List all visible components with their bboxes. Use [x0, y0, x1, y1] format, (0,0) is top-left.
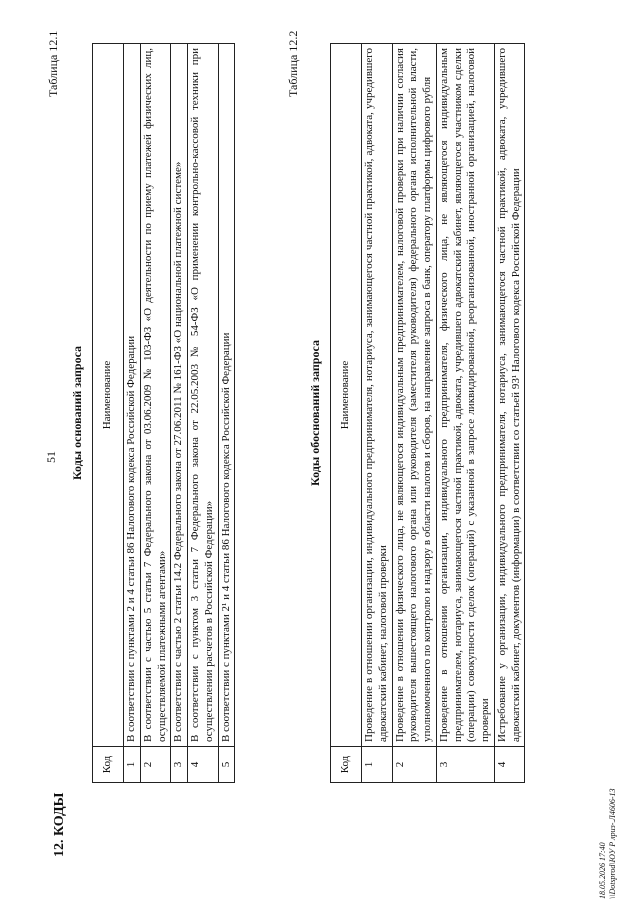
table-row [362, 44, 393, 783]
column-header-name: Наименование [93, 44, 124, 747]
name-cell: В соответствии с пунктами 2 и 4 статьи 86 Налогового кодекса Российской Федерации [124, 44, 141, 747]
code-cell: 1 [362, 747, 393, 783]
table-row [392, 44, 436, 783]
table-row [218, 44, 235, 783]
codes-table-12-2 [330, 43, 525, 783]
name-cell: Истребование у организации, индивидуального предпринимателя, нотариуса, занимающегося частной практикой, адвоката, учредившего адвокатский кабинет, документов (информации) в соответствии со статьей 93¹ Налогового кодекса Российской Федерации [494, 44, 525, 747]
table-12-2-title: Коды обоснований запроса [308, 340, 322, 486]
code-cell: 4 [188, 747, 219, 783]
code-cell: 3 [436, 747, 494, 783]
document-footer [598, 789, 617, 899]
footer-timestamp: 18.05.2026 17:40 [598, 842, 607, 899]
section-title: 12. КОДЫ [52, 792, 67, 857]
code-cell: 4 [494, 747, 525, 783]
name-cell: Проведение в отношении организации, индивидуального предпринимателя, физического лица, не являющегося индивидуальным предпринимателем, нотариуса, занимающегося частной практикой, адвоката, учредившего адвокатский кабинет, являющегося участником сделки (операции) совокупности сделок (операций) с указанной в запросе ликвидированной, реорганизованной, иностранной организацией, налоговой проверки [436, 44, 494, 747]
table-12-2-label: Таблица 12.2 [286, 30, 300, 97]
table-row [494, 44, 525, 783]
page-number: 51 [44, 451, 58, 463]
code-cell: 1 [124, 747, 141, 783]
table-row [188, 44, 219, 783]
codes-table-12-1 [92, 43, 235, 783]
code-cell: 2 [392, 747, 436, 783]
column-header-name: Наименование [331, 44, 362, 747]
name-cell: В соответствии с пунктами 2¹ и 4 статьи 86 Налогового кодекса Российской Федерации [218, 44, 235, 747]
name-cell: Проведение в отношении физического лица, не являющегося индивидуальным предпринимателем, налоговой проверки при наличии согласия руководителя вышестоящего налогового органа или руководителя (заместителя руководителя) федерального органа исполнительной власти, уполномоченного по контролю и надзору в области налогов и сборов, на направление запроса в банк, оператору платформы цифрового рубля [392, 44, 436, 747]
footer-file-path: \\Dotsprod\ЮУ Р лриз-.Л4606-13 [607, 788, 617, 899]
table-header-row [93, 44, 124, 783]
code-cell: 3 [171, 747, 188, 783]
table-header-row [331, 44, 362, 783]
table-row [124, 44, 141, 783]
column-header-code: Код [331, 747, 362, 783]
name-cell: В соответствии с пунктом 3 статьи 7 Федерального закона от 22.05.2003 № 54-ФЗ «О применении контрольно-кассовой техники при осуществлении расчетов в Российской Федерации» [188, 44, 219, 747]
code-cell: 2 [140, 747, 171, 783]
table-12-1-title: Коды оснований запроса [70, 345, 84, 481]
name-cell: Проведение в отношении организации, индивидуального предпринимателя, нотариуса, занимающегося частной практикой, адвоката, учредившего адвокатский кабинет, налоговой проверки [362, 44, 393, 747]
table-12-1-label: Таблица 12.1 [46, 30, 60, 97]
name-cell: В соответствии с частью 2 статьи 14.2 Федерального закона от 27.06.2011 № 161-ФЗ «О национальной платежной системе» [171, 44, 188, 747]
code-cell: 5 [218, 747, 235, 783]
table-row [140, 44, 171, 783]
name-cell: В соответствии с частью 5 статьи 7 Федерального закона от 03.06.2009 № 103-ФЗ «О деятельности по приему платежей физических лиц, осуществляемой платежными агентами» [140, 44, 171, 747]
table-row [436, 44, 494, 783]
table-row [171, 44, 188, 783]
column-header-code: Код [93, 747, 124, 783]
